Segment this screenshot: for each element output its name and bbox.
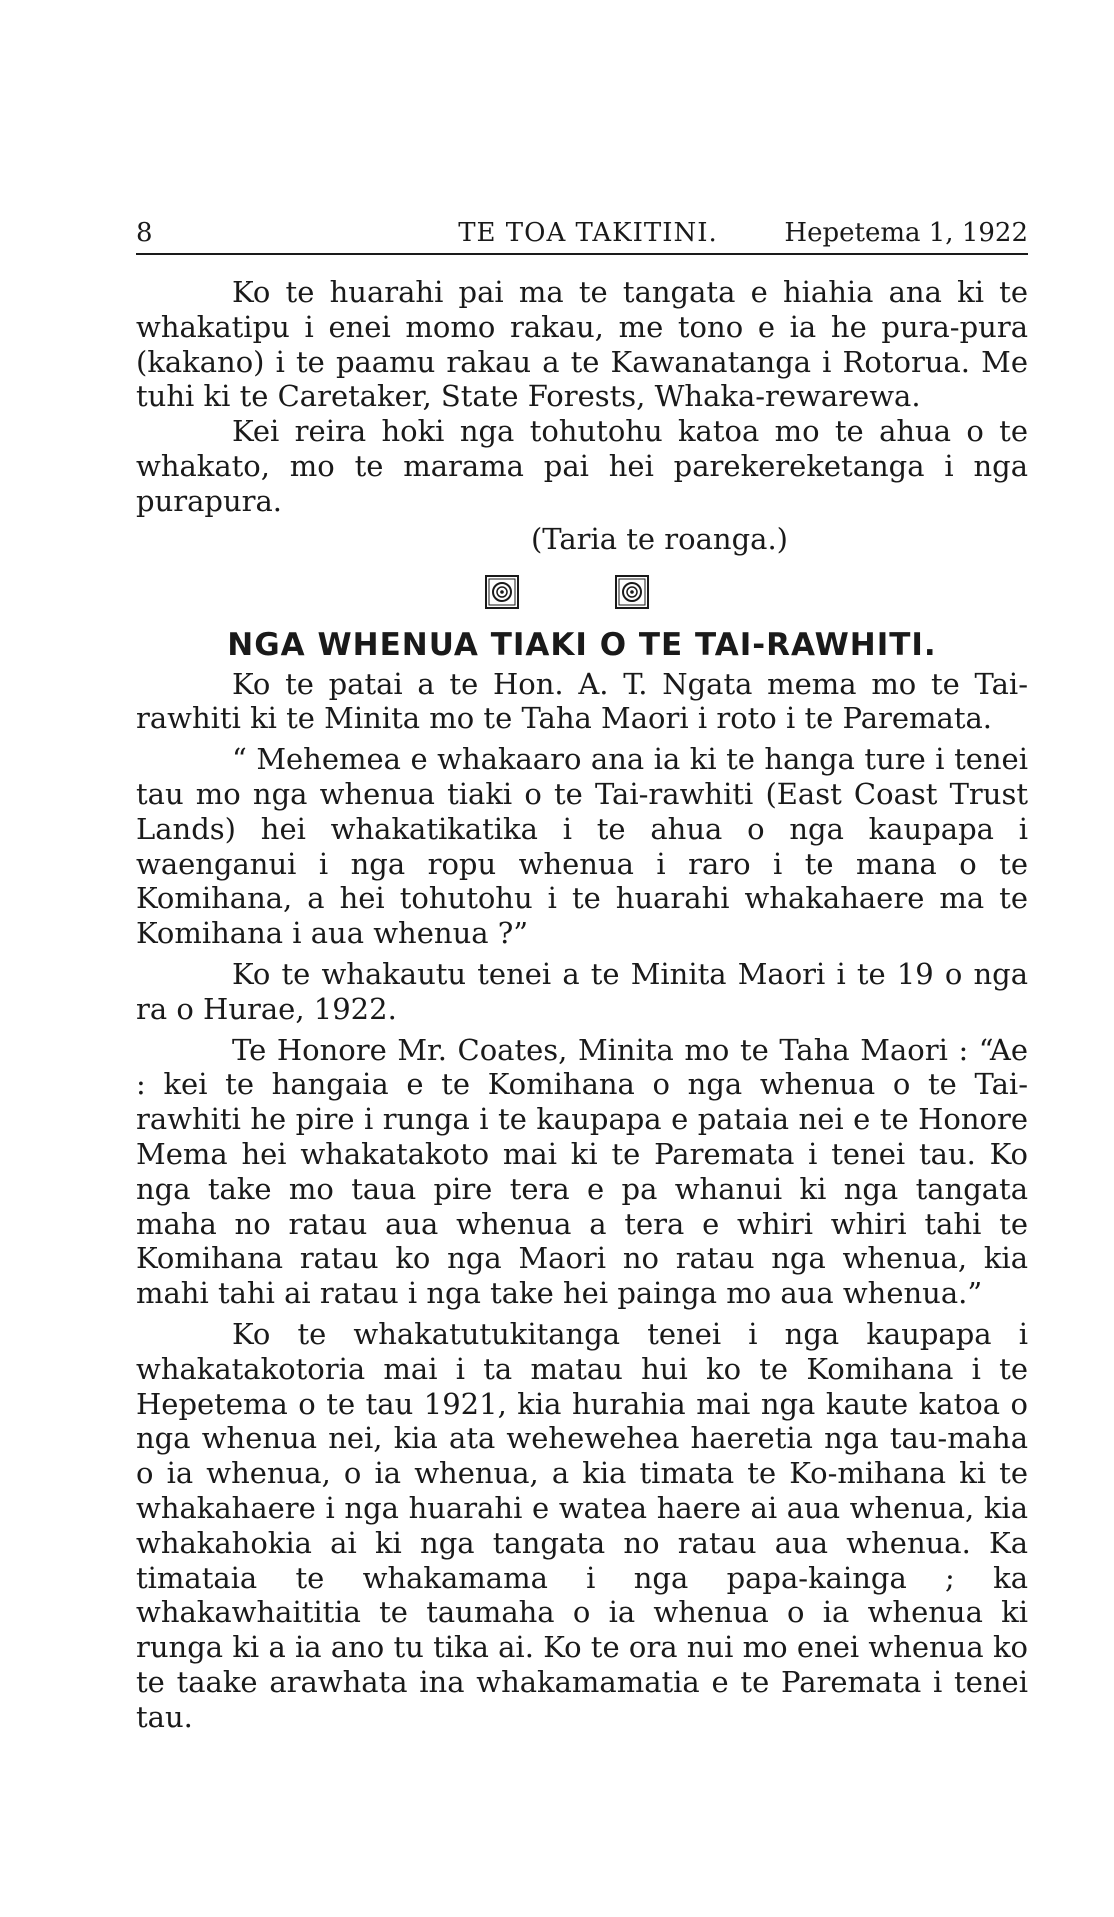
header-rule — [136, 253, 1028, 255]
section-paragraph: Ko te patai a te Hon. A. T. Ngata mema mo te Tai-rawhiti ki te Minita mo te Taha Maori i roto i te Paremata. — [136, 666, 1028, 736]
section-paragraph: “ Mehemea e whakaaro ana ia ki te hanga ture i tenei tau mo nga whenua tiaki o te Tai-rawhiti (East Coast Trust Lands) hei whakatikatika i te ahua o nga kaupapa i waenganui i nga ropu whenua i raro i te mana o te Komihana, a hei tohutohu i te huarahi whakahaere ma te Komihana i aua whenua ?” — [136, 742, 1028, 951]
intro-paragraph: Ko te huarahi pai ma te tangata e hiahia ana ki te whakatipu i enei momo rakau, me tono e ia he pura-pura (kakano) i te paamu rakau a te Kawanatanga i Rotorua. Me tuhi ki te Caretaker, State Forests, Whaka-rewarewa. — [136, 275, 1028, 414]
section-paragraph: Ko te whakatutukitanga tenei i nga kaupapa i whakatakotoria mai i ta matau hui ko te Komihana i te Hepetema o te tau 1921, kia hurahia mai nga kaute katoa o nga whenua nei, kia ata wehewehea haeretia nga tau-maha o ia whenua, o ia whenua, a kia timata te Ko-mihana ki te whakahaere i nga huarahi e watea haere ai aua whenua, kia whakahokia ai ki nga tangata no ratau aua whenua. Ka timataia te whakamama i nga papa-kainga ; ka whakawhaititia te taumaha o ia whenua o ia whenua ki runga ki a ia ano tu tika ai. Ko te ora nui mo enei whenua ko te taake arawhata ina whakamamatia e te Paremata i tenei tau. — [136, 1316, 1028, 1734]
section-divider — [136, 575, 1028, 609]
publication-title: TE TOA TAKITINI. — [458, 218, 718, 248]
section-paragraph: Ko te whakautu tenei a te Minita Maori i te 19 o nga ra o Hurae, 1922. — [136, 956, 1028, 1026]
intro-paragraph: Kei reira hoki nga tohutohu katoa mo te ahua o te whakato, mo te marama pai hei parekereketanga i nga purapura. — [136, 414, 1028, 518]
section-heading: NGA WHENUA TIAKI O TE TAI-RAWHITI. — [227, 626, 937, 663]
section-paragraph: Te Honore Mr. Coates, Minita mo te Taha Maori : “Ae : kei te hangaia e te Komihana o nga whenua o te Tai-rawhiti he pire i runga i te kaupapa e pataia nei e te Honore Mema hei whakatakoto mai ki te Paremata i tenei tau. Ko nga take mo taua pire tera e pa whanui ki nga tangata maha no ratau aua whenua a tera e whiri whiri tahi te Komihana ratau ko nga Maori no ratau nga whenua, kia mahi tahi ai ratau i nga take hei painga mo aua whenua.” — [136, 1032, 1028, 1311]
spiral-ornament-icon — [485, 575, 519, 609]
running-header — [136, 213, 1028, 253]
spiral-ornament-icon — [615, 575, 649, 609]
continued-note: (Taria te roanga.) — [530, 521, 788, 556]
issue-date: Hepetema 1, 1922 — [784, 218, 1028, 248]
page-body — [136, 275, 1028, 1734]
page-number: 8 — [136, 218, 153, 248]
